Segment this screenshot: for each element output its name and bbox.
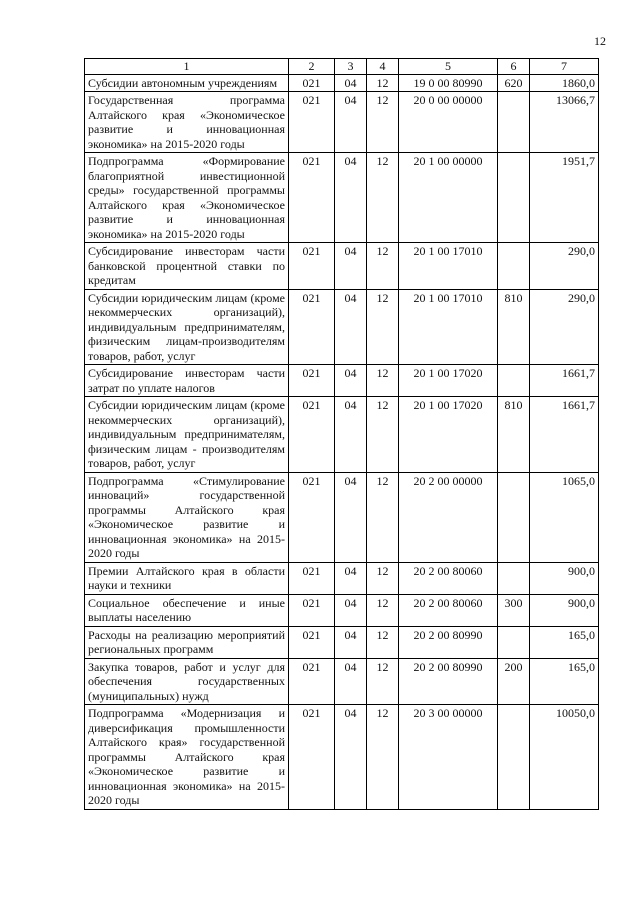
expense-name-cell: Субсидии юридическим лицам (кроме некоммерческих организаций), индивидуальным предпринимателям, физическим лицам-производителям товаров, работ, услуг [85,289,289,365]
expense-name-cell: Подпрограмма «Модернизация и диверсификация промышленности Алтайского края» государственной программы Алтайского края «Экономическое развитие и инновационная экономика» на 2015-2020 годы [85,705,289,810]
ministry-code-cell: 021 [289,397,335,473]
target-article-cell: 20 1 00 00000 [399,153,498,243]
ministry-code-cell: 021 [289,243,335,290]
target-article-cell: 20 1 00 17010 [399,289,498,365]
target-article-cell: 20 1 00 17020 [399,397,498,473]
subsection-code-cell: 12 [367,472,399,562]
expense-name-cell: Субсидии автономным учреждениям [85,74,289,92]
column-header-4: 4 [367,59,399,75]
expense-name-cell: Подпрограмма «Формирование благоприятной инвестиционной среды» государственной программы Алтайского края «Экономическое развитие и инновационная экономика» на 2015-2020 годы [85,153,289,243]
ministry-code-cell: 021 [289,289,335,365]
ministry-code-cell: 021 [289,365,335,397]
table-row [85,626,599,658]
section-code-cell: 04 [335,658,367,705]
expense-name-cell: Субсидирование инвесторам части банковской процентной ставки по кредитам [85,243,289,290]
expense-type-cell: 810 [498,397,530,473]
target-article-cell: 20 2 00 80060 [399,594,498,626]
section-code-cell: 04 [335,243,367,290]
section-code-cell: 04 [335,626,367,658]
target-article-cell: 19 0 00 80990 [399,74,498,92]
table-row [85,289,599,365]
subsection-code-cell: 12 [367,705,399,810]
budget-table [84,58,599,810]
table-row [85,92,599,153]
column-header-6: 6 [498,59,530,75]
expense-name-cell: Подпрограмма «Стимулирование инноваций» государственной программы Алтайского края «Экономическое развитие и инновационная экономика» на 2015-2020 годы [85,472,289,562]
amount-cell: 900,0 [530,594,599,626]
expense-type-cell [498,92,530,153]
section-code-cell: 04 [335,594,367,626]
expense-name-cell: Социальное обеспечение и иные выплаты населению [85,594,289,626]
ministry-code-cell: 021 [289,153,335,243]
amount-cell: 1661,7 [530,365,599,397]
amount-cell: 1661,7 [530,397,599,473]
subsection-code-cell: 12 [367,658,399,705]
table-row [85,562,599,594]
ministry-code-cell: 021 [289,705,335,810]
target-article-cell: 20 2 00 80990 [399,626,498,658]
column-header-1: 1 [85,59,289,75]
amount-cell: 290,0 [530,243,599,290]
subsection-code-cell: 12 [367,289,399,365]
ministry-code-cell: 021 [289,594,335,626]
section-code-cell: 04 [335,289,367,365]
amount-cell: 1860,0 [530,74,599,92]
target-article-cell: 20 1 00 17020 [399,365,498,397]
section-code-cell: 04 [335,365,367,397]
subsection-code-cell: 12 [367,626,399,658]
expense-name-cell: Субсидии юридическим лицам (кроме некоммерческих организаций), индивидуальным предпринимателям, физическим лицам - производителям товаров, работ, услуг [85,397,289,473]
column-header-5: 5 [399,59,498,75]
ministry-code-cell: 021 [289,74,335,92]
subsection-code-cell: 12 [367,74,399,92]
expense-name-cell: Расходы на реализацию мероприятий региональных программ [85,626,289,658]
subsection-code-cell: 12 [367,365,399,397]
expense-name-cell: Государственная программа Алтайского края «Экономическое развитие и инновационная экономика» на 2015-2020 годы [85,92,289,153]
target-article-cell: 20 2 00 80060 [399,562,498,594]
table-body [85,74,599,809]
expense-type-cell [498,153,530,243]
column-header-3: 3 [335,59,367,75]
table-row [85,658,599,705]
table-row [85,594,599,626]
table-row [85,365,599,397]
expense-type-cell: 810 [498,289,530,365]
table-row [85,243,599,290]
subsection-code-cell: 12 [367,243,399,290]
amount-cell: 165,0 [530,626,599,658]
target-article-cell: 20 3 00 00000 [399,705,498,810]
expense-type-cell [498,472,530,562]
ministry-code-cell: 021 [289,658,335,705]
ministry-code-cell: 021 [289,562,335,594]
expense-name-cell: Субсидирование инвесторам части затрат по уплате налогов [85,365,289,397]
section-code-cell: 04 [335,472,367,562]
subsection-code-cell: 12 [367,92,399,153]
expense-type-cell [498,243,530,290]
amount-cell: 165,0 [530,658,599,705]
expense-type-cell [498,562,530,594]
subsection-code-cell: 12 [367,562,399,594]
section-code-cell: 04 [335,397,367,473]
expense-type-cell: 620 [498,74,530,92]
amount-cell: 900,0 [530,562,599,594]
page-number: 12 [594,34,606,48]
section-code-cell: 04 [335,562,367,594]
section-code-cell: 04 [335,153,367,243]
amount-cell: 1951,7 [530,153,599,243]
column-header-2: 2 [289,59,335,75]
section-code-cell: 04 [335,92,367,153]
expense-name-cell: Премии Алтайского края в области науки и техники [85,562,289,594]
table-row [85,153,599,243]
table-row [85,74,599,92]
ministry-code-cell: 021 [289,626,335,658]
target-article-cell: 20 1 00 17010 [399,243,498,290]
target-article-cell: 20 0 00 00000 [399,92,498,153]
table-header-row [85,59,599,75]
expense-type-cell: 300 [498,594,530,626]
expense-type-cell [498,365,530,397]
target-article-cell: 20 2 00 80990 [399,658,498,705]
table-row [85,705,599,810]
amount-cell: 10050,0 [530,705,599,810]
target-article-cell: 20 2 00 00000 [399,472,498,562]
expense-type-cell: 200 [498,658,530,705]
section-code-cell: 04 [335,705,367,810]
amount-cell: 290,0 [530,289,599,365]
expense-name-cell: Закупка товаров, работ и услуг для обеспечения государственных (муниципальных) нужд [85,658,289,705]
subsection-code-cell: 12 [367,594,399,626]
amount-cell: 1065,0 [530,472,599,562]
expense-type-cell [498,626,530,658]
amount-cell: 13066,7 [530,92,599,153]
ministry-code-cell: 021 [289,92,335,153]
subsection-code-cell: 12 [367,397,399,473]
table-row [85,397,599,473]
column-header-7: 7 [530,59,599,75]
section-code-cell: 04 [335,74,367,92]
subsection-code-cell: 12 [367,153,399,243]
expense-type-cell [498,705,530,810]
ministry-code-cell: 021 [289,472,335,562]
table-row [85,472,599,562]
